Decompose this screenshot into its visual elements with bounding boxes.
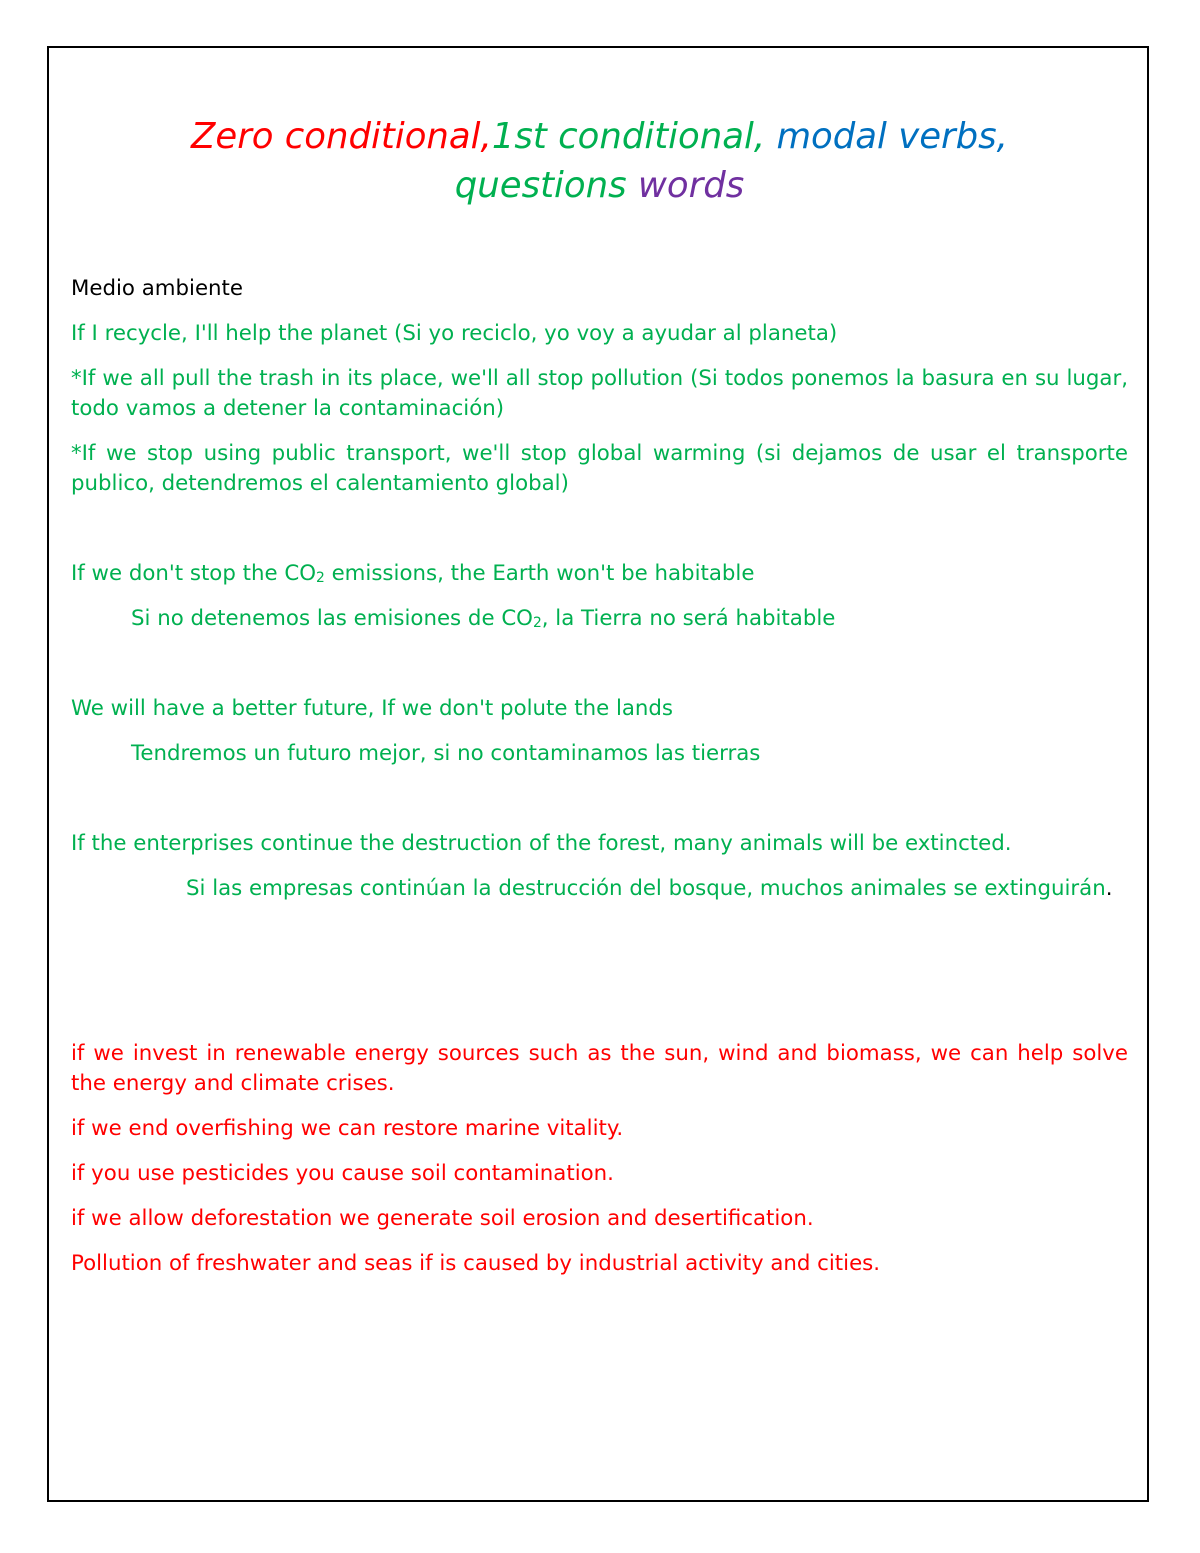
title-words: words [637, 165, 745, 206]
sentence-overfishing: if we end overfishing we can restore marine vitality. [71, 1116, 624, 1141]
sentence-pollution: Pollution of freshwater and seas if is caused by industrial activity and cities. [71, 1251, 881, 1276]
page-border [47, 46, 1149, 1502]
co2-english-end: emissions, the Earth won't be habitable [324, 561, 755, 586]
sentence-forest-spanish [71, 874, 1128, 904]
sentence-co2-spanish [71, 604, 1188, 638]
forest-spanish-text: Si las empresas continúan la destrucción del bosque, muchos animales se extinguirán [186, 876, 1106, 901]
forest-spanish-period: . [1105, 876, 1113, 901]
co2-spanish-end: , la Tierra no será habitable [541, 606, 836, 631]
sentence-pesticides: if you use pesticides you cause soil contamination. [71, 1161, 614, 1186]
sentence-co2-english [71, 559, 1128, 593]
title-zero-conditional: Zero conditional, [191, 116, 492, 157]
sentence-better-future-english: We will have a better future, If we don't polute the lands [71, 696, 674, 721]
co2-english-start: If we don't stop the CO [71, 561, 316, 586]
sentence-better-future-spanish: Tendremos un futuro mejor, si no contaminamos las tierras [131, 741, 761, 766]
sentence-deforestation: if we allow deforestation we generate soil erosion and desertification. [71, 1206, 814, 1231]
co2-spanish-subscript: 2 [532, 615, 542, 632]
sentence-renewable-energy: if we invest in renewable energy sources such as the sun, wind and biomass, we can help solve the energy and climate crises. [71, 1041, 1128, 1096]
co2-spanish-start: Si no detenemos las emisiones de CO [131, 606, 533, 631]
sentence-recycle: If I recycle, I'll help the planet (Si yo reciclo, yo voy a ayudar al planeta) [71, 321, 838, 346]
sentence-trash: *If we all pull the trash in its place, we'll all stop pollution (Si todos ponemos la basura en su lugar, todo vamos a detener la contaminación) [71, 366, 1128, 421]
co2-english-subscript: 2 [315, 570, 325, 587]
sentence-forest-english: If the enterprises continue the destruction of the forest, many animals will be extincted. [71, 831, 1012, 856]
section-heading: Medio ambiente [71, 276, 243, 301]
title-questions: questions [454, 165, 627, 206]
title-modal-verbs: modal verbs [776, 116, 997, 157]
page-title [71, 112, 1128, 210]
title-comma: , [996, 116, 1008, 157]
title-first-conditional: 1st conditional, [491, 116, 766, 157]
sentence-public-transport: *If we stop using public transport, we'll stop global warming (si dejamos de usar el transporte publico, detendremos el calentamiento global) [71, 441, 1128, 496]
